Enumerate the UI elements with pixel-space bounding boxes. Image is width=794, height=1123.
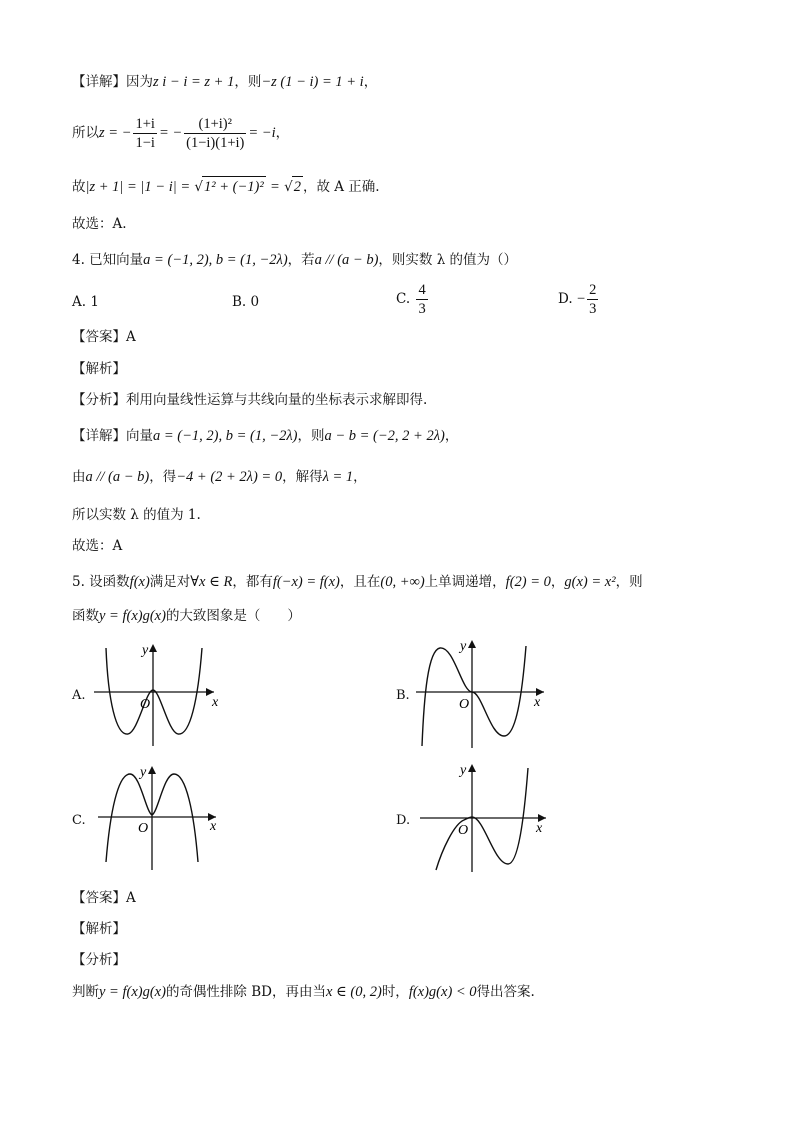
origin-label: O [458, 823, 469, 838]
origin-label: O [140, 697, 151, 712]
text: ，得 [149, 469, 177, 485]
numerator: (1+i)² [184, 116, 246, 134]
equation: z = − [99, 125, 132, 141]
text: ，解得 [282, 469, 323, 485]
y-arrow [148, 766, 156, 774]
numerator: 4 [418, 282, 426, 298]
graph-c [96, 762, 226, 872]
fraction [587, 282, 598, 317]
text: 的奇偶性排除 BD，再由当 [165, 984, 326, 1000]
equation: g(x) = x² [564, 574, 616, 590]
answer-5: 【答案】A [72, 890, 136, 906]
equation: y = f(x)g(x) [99, 984, 166, 1000]
y-label: y [142, 643, 149, 658]
y-label: y [460, 763, 467, 778]
sqrt-content: 2 [292, 176, 303, 197]
text: 由 [72, 469, 86, 485]
graph-d [418, 760, 554, 874]
denominator: 3 [589, 301, 597, 317]
x-label: x [536, 821, 543, 836]
equation: a = (−1, 2), b = (1, −2λ) [153, 428, 298, 444]
equation: a // (a − b) [314, 252, 379, 268]
denominator: (1−i)(1+i) [186, 135, 245, 151]
question-4 [72, 250, 517, 270]
text: ， [353, 469, 367, 485]
equation: λ = 1 [322, 469, 354, 485]
text: ， [275, 125, 290, 141]
text: 的大致图象是（ ） [165, 608, 301, 624]
text: 【详解】向量 [72, 428, 153, 444]
text: 4. 已知向量 [72, 252, 144, 268]
equation: y = f(x)g(x) [99, 608, 166, 624]
graph-c-label: C. [72, 813, 86, 828]
equation: f(2) = 0 [505, 574, 551, 590]
equation: f(−x) = f(x) [272, 574, 340, 590]
option-b: B. 0 [232, 294, 260, 310]
text: ，则 [234, 74, 262, 90]
x-label: x [212, 695, 219, 710]
y-arrow [468, 764, 476, 772]
equation: |z + 1| = |1 − i| = [85, 179, 191, 195]
text: 得出答案. [476, 984, 535, 1000]
y-label: y [140, 765, 147, 780]
equation: x ∈ (0, 2) [325, 984, 382, 1000]
fenxi-5-body [72, 982, 535, 1002]
text: 函数 [72, 608, 99, 624]
option-c [396, 282, 430, 317]
detail-line-1 [72, 72, 377, 92]
equation: = [270, 179, 280, 195]
equation: f(x) [129, 574, 150, 590]
equation: (0, +∞) [380, 574, 425, 590]
text: 故 [72, 179, 86, 195]
curve [422, 646, 526, 746]
equation: = − [158, 125, 183, 141]
question-5-line-2 [72, 606, 301, 626]
equation: a // (a − b) [85, 469, 150, 485]
equation: z i − i = z + 1 [153, 74, 235, 90]
jiexi-5: 【解析】 [72, 921, 126, 937]
detail-4-line-3: 所以实数 λ 的值为 1. [72, 507, 201, 523]
answer-4: 【答案】A [72, 329, 136, 345]
graph-b-label: B. [396, 688, 410, 703]
graph-a-label: A. [72, 688, 86, 703]
equation: = −i [248, 125, 276, 141]
origin-label: O [459, 697, 470, 712]
equation: a − b = (−2, 2 + 2λ) [324, 428, 445, 444]
y-arrow [468, 640, 476, 648]
text: 满足对 [149, 574, 191, 590]
sqrt-content: 1² + (−1)² [202, 176, 266, 197]
jiexi-4: 【解析】 [72, 361, 126, 377]
detail-4-line-2 [72, 467, 367, 487]
x-label: x [210, 819, 217, 834]
text: ， [363, 74, 378, 90]
text: ，则 [297, 428, 325, 444]
fraction [184, 116, 246, 151]
fraction [416, 282, 427, 317]
origin-label: O [138, 821, 149, 836]
text: ，故 A 正确. [302, 179, 380, 195]
fraction [133, 116, 156, 151]
option-a: A. 1 [72, 294, 99, 310]
text: 所以 [72, 125, 99, 141]
graph-b [414, 636, 554, 752]
text: ， [444, 428, 459, 444]
text: ，则实数 λ 的值为（） [378, 252, 518, 268]
x-label: x [534, 695, 541, 710]
sign: − [576, 291, 586, 307]
text: C. [396, 291, 411, 307]
answer-line: 故选：A. [72, 216, 127, 232]
curve [436, 768, 528, 870]
y-arrow [149, 644, 157, 652]
denominator: 3 [418, 301, 426, 317]
curve [106, 648, 202, 734]
graph-a [92, 640, 222, 750]
text: ，且在 [339, 574, 381, 590]
equation: −4 + (2 + 2λ) = 0 [176, 469, 283, 485]
numerator: 2 [589, 282, 597, 298]
detail-4-line-4: 故选：A [72, 538, 123, 554]
text: 上单调递增， [424, 574, 506, 590]
text: 时， [381, 984, 409, 1000]
text: 5. 设函数 [72, 574, 130, 590]
option-d [558, 282, 600, 317]
question-5-line-1 [72, 572, 643, 592]
denominator: 1−i [135, 135, 155, 151]
detail-label: 【详解】因为 [72, 74, 153, 90]
y-label: y [460, 639, 467, 654]
numerator: 1+i [135, 116, 155, 132]
text: 判断 [72, 984, 99, 1000]
equation: a = (−1, 2), b = (1, −2λ) [143, 252, 288, 268]
equation: ∀x ∈ R [190, 574, 233, 590]
text: D. [558, 291, 573, 307]
text: ，若 [287, 252, 315, 268]
detail-4 [72, 426, 458, 446]
detail-line-3: 故|z + 1| = |1 − i| = √1² + (−1)² = √2 ，故 A 正确. [72, 176, 380, 197]
equation: f(x)g(x) < 0 [408, 984, 477, 1000]
text: ，都有 [232, 574, 273, 590]
text: ， [550, 574, 565, 590]
equation: −z (1 − i) = 1 + i [261, 74, 364, 90]
graph-d-label: D. [396, 813, 411, 828]
text: ，则 [615, 574, 643, 590]
fenxi-4: 【分析】利用向量线性运算与共线向量的坐标表示求解即得. [72, 392, 428, 408]
fenxi-5: 【分析】 [72, 952, 126, 968]
detail-line-2 [72, 116, 289, 151]
